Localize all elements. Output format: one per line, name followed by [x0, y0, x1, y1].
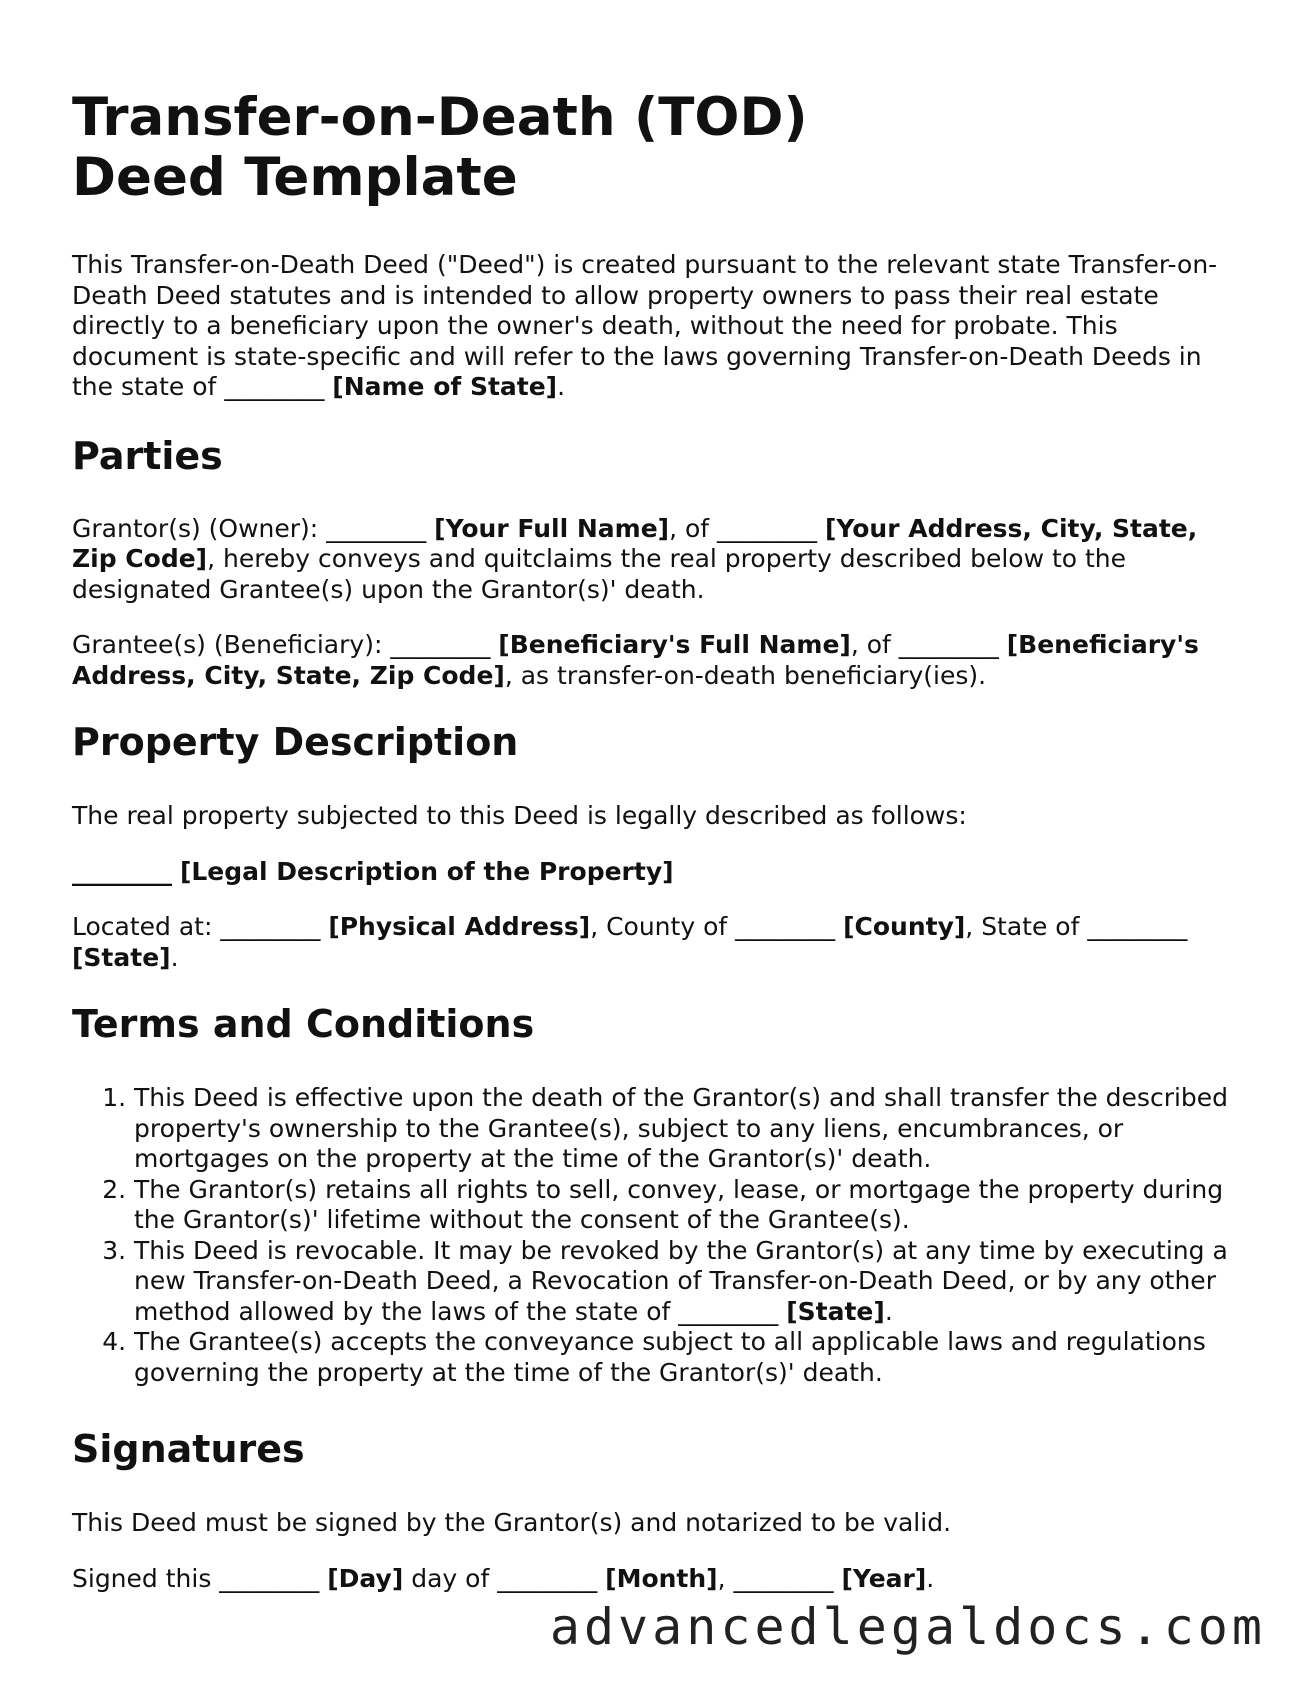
month-field: [Month]	[605, 1563, 718, 1593]
intro-paragraph	[72, 250, 1242, 403]
grantor-address-blank: ________	[717, 513, 818, 543]
state-blank: ________	[1087, 912, 1188, 941]
grantor-address-field: [Your Address, City, State, Zip Code]	[72, 513, 1198, 573]
terms-item-3-text: This Deed is revocable. It may be revoked by the Grantor(s) at any time by executing a new Transfer-on-Death Deed, a Revocation of Transfer-on-Death Deed, or by any other method allowed by the laws of the state of	[134, 1235, 1228, 1326]
address-field: [Physical Address]	[328, 912, 591, 941]
terms-heading: Terms and Conditions	[72, 1002, 535, 1046]
intro-state-field: [Name of State]	[332, 372, 558, 401]
terms-item-4: 4. The Grantee(s) accepts the conveyance subject to all applicable laws and regulations governing the property at the time of the Grantor(s)' death.	[134, 1327, 1242, 1388]
signatures-heading: Signatures	[72, 1427, 305, 1471]
property-heading: Property Description	[72, 720, 519, 764]
page-title: Transfer-on-Death (TOD) Deed Template	[72, 87, 808, 208]
located-label: Located at:	[72, 912, 213, 941]
year-field: [Year]	[841, 1563, 927, 1593]
grantee-name-field: [Beneficiary's Full Name]	[498, 630, 851, 659]
terms-list	[72, 1083, 1242, 1388]
grantee-name-blank: ________	[390, 630, 491, 659]
state-label: , State of	[965, 912, 1080, 941]
signed-this-line	[72, 1564, 1242, 1595]
grantor-name-blank: ________	[326, 513, 427, 543]
signed-label: Signed this	[72, 1563, 212, 1593]
terms-item-3-period: .	[884, 1296, 893, 1326]
grantee-of: , of	[850, 630, 891, 659]
county-field: [County]	[843, 912, 966, 941]
legal-field: [Legal Description of the Property]	[179, 856, 674, 886]
grantor-label: Grantor(s) (Owner):	[72, 513, 319, 543]
watermark: advancedlegaldocs.com	[549, 1598, 1266, 1656]
grantor-paragraph	[72, 514, 1242, 606]
state-field: [State]	[72, 942, 171, 972]
legal-description	[72, 857, 1242, 888]
grantee-rest: , as transfer-on-death beneficiary(ies).	[504, 660, 987, 690]
day-of: day of	[411, 1563, 490, 1593]
terms-item-3-blank: ________	[678, 1296, 779, 1326]
grantor-rest: , hereby conveys and quitclaims the real property described below to the designated Grantee(s) upon the Grantor(s)' death.	[72, 544, 1127, 604]
terms-item-1: 1. This Deed is effective upon the death of the Grantor(s) and shall transfer the described property's ownership to the Grantee(s), subject to any liens, encumbrances, or mortgages on the property at the time of the Grantor(s)' death.	[134, 1083, 1242, 1175]
legal-blank: ________	[72, 856, 172, 886]
grantee-address-blank: ________	[898, 630, 999, 659]
address-blank: ________	[220, 912, 321, 941]
located-paragraph	[72, 912, 1242, 973]
property-intro: The real property subjected to this Deed is legally described as follows:	[72, 801, 967, 830]
terms-item-3-field: [State]	[786, 1296, 885, 1326]
grantee-address-field: [Beneficiary's Address, City, State, Zip Code]	[72, 630, 1199, 690]
grantor-of: , of	[669, 513, 710, 543]
parties-heading: Parties	[72, 433, 223, 478]
signatures-intro: This Deed must be signed by the Grantor(s) and notarized to be valid.	[72, 1508, 952, 1537]
signed-period: .	[926, 1563, 935, 1593]
county-blank: ________	[735, 912, 836, 941]
county-label: , County of	[590, 912, 728, 941]
year-blank: ________	[733, 1563, 834, 1593]
intro-period: .	[557, 372, 566, 401]
terms-item-2: 2. The Grantor(s) retains all rights to sell, convey, lease, or mortgage the property during the Grantor(s)' lifetime without the consent of the Grantee(s).	[134, 1175, 1242, 1236]
located-period: .	[170, 942, 179, 972]
grantee-label: Grantee(s) (Beneficiary):	[72, 630, 383, 659]
grantee-paragraph	[72, 630, 1242, 691]
document-page	[72, 88, 1242, 1594]
day-blank: ________	[219, 1563, 320, 1593]
month-blank: ________	[497, 1563, 598, 1593]
intro-state-blank: ________	[224, 372, 325, 401]
intro-text: This Transfer-on-Death Deed ("Deed") is created pursuant to the relevant state Transfer-on-Death Deed statutes and is intended to allow property owners to pass their real estate directly to a beneficiary upon the owner's death, without the need for probate. This document is state-specific and will refer to the laws governing Transfer-on-Death Deeds in the state of	[72, 250, 1218, 401]
grantor-name-field: [Your Full Name]	[434, 513, 670, 543]
terms-item-3	[134, 1236, 1242, 1328]
day-field: [Day]	[327, 1563, 404, 1593]
signed-comma: ,	[717, 1563, 726, 1593]
